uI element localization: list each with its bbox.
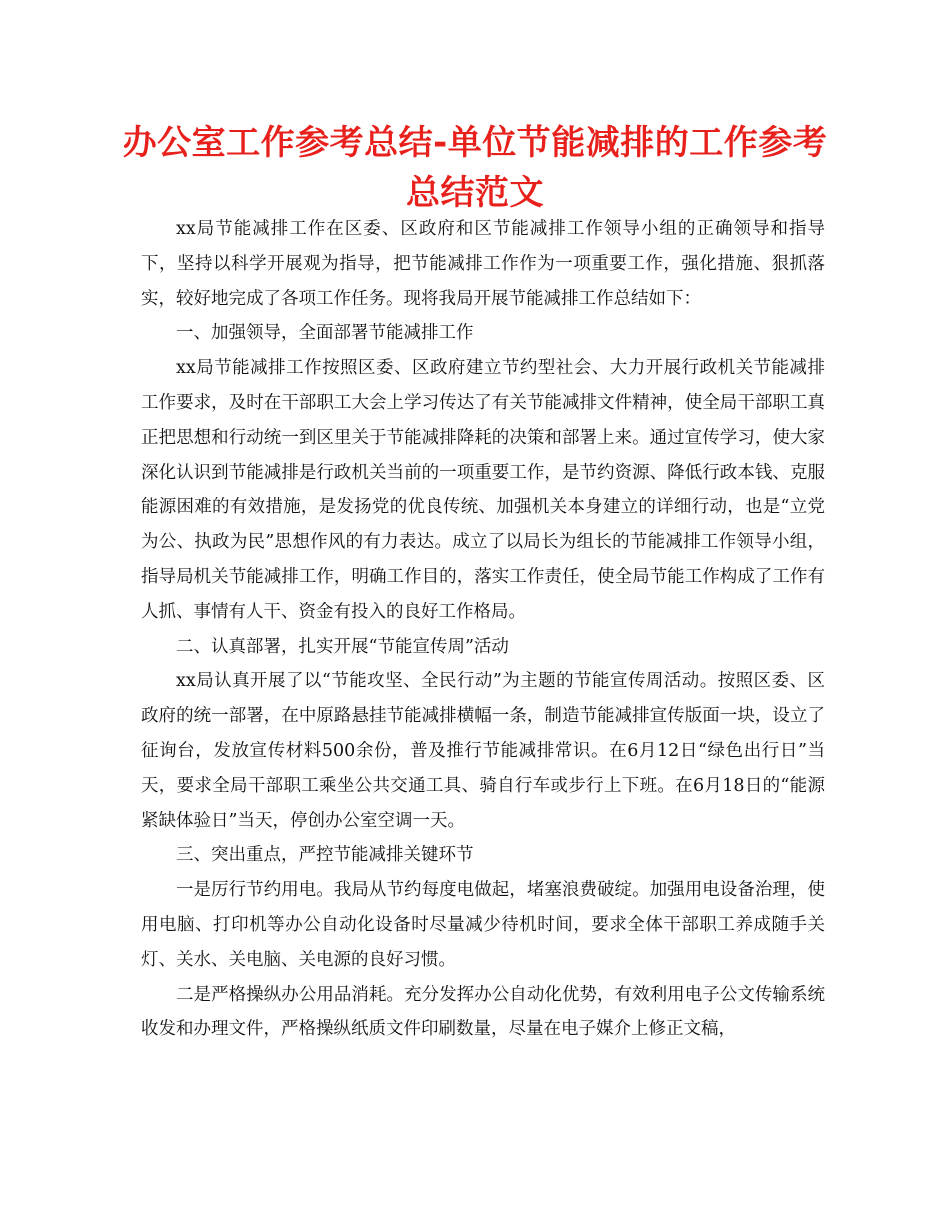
section-heading-3: 三、突出重点，严控节能减排关键环节 <box>176 845 474 866</box>
document-body <box>141 212 825 1047</box>
section-heading-2: 二、认真部署，扎实开展“节能宣传周”活动 <box>176 636 509 657</box>
section-heading-1: 一、加强领导，全面部署节能减排工作 <box>176 323 474 344</box>
paragraph-section-1: xx局节能减排工作按照区委、区政府建立节约型社会、大力开展行政机关节能减排工作要求，及时在干部职工大会上学习传达了有关节能减排文件精神，使全局干部职工真正把思想和行动统一到区里关于节能减排降耗的决策和部署上来。通过宣传学习，使大家深化认识到节能减排是行政机关当前的一项重要工作，是节约资源、降低行政本钱、克服能源困难的有效措施，是发扬党的优良传统、加强机关本身建立的详细行动，也是“立党为公、执政为民”思想作风的有力表达。成立了以局长为组长的节能减排工作领导小组，指导局机关节能减排工作，明确工作目的，落实工作责任，使全局节能工作构成了工作有人抓、事情有人干、资金有投入的良好工作格局。 <box>141 358 825 622</box>
paragraph-section-2: xx局认真开展了以“节能攻坚、全民行动”为主题的节能宣传周活动。按照区委、区政府的统一部署，在中原路悬挂节能减排横幅一条，制造节能减排宣传版面一块，设立了征询台，发放宣传材料500余份，普及推行节能减排常识。在6月12日“绿色出行日”当天，要求全局干部职工乘坐公共交通工具、骑自行车或步行上下班。在6月18日的“能源紧缺体验日”当天，停创办公室空调一天。 <box>141 671 825 831</box>
document-title: 办公室工作参考总结-单位节能减排的工作参考总结范文 <box>122 123 828 213</box>
paragraph-intro: xx局节能减排工作在区委、区政府和区节能减排工作领导小组的正确领导和指导下，坚持以科学开展观为指导，把节能减排工作作为一项重要工作，强化措施、狠抓落实，较好地完成了各项工作任务。现将我局开展节能减排工作总结如下： <box>141 219 825 309</box>
paragraph-office-supplies: 二是严格操纵办公用品消耗。充分发挥办公自动化优势，有效利用电子公文传输系统收发和办理文件，严格操纵纸质文件印刷数量，尽量在电子媒介上修正文稿， <box>141 984 825 1040</box>
paragraph-electricity: 一是厉行节约用电。我局从节约每度电做起，堵塞浪费破绽。加强用电设备治理，使用电脑、打印机等办公自动化设备时尽量减少待机时间，要求全体干部职工养成随手关灯、关水、关电脑、关电源的良好习惯。 <box>141 880 825 970</box>
